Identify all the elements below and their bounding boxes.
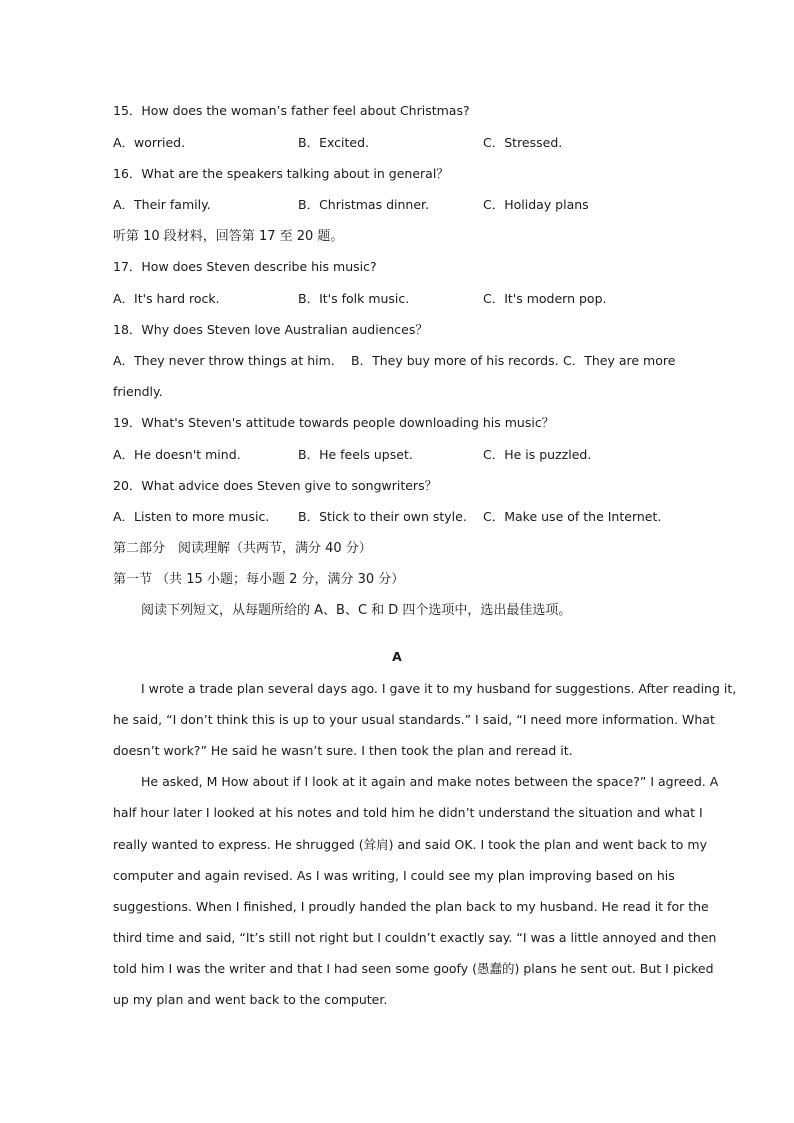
question-20-stem: 20．What advice does Steven give to songwriters？ <box>113 478 438 493</box>
option-c: C．He is puzzled. <box>483 447 592 462</box>
option-b: B．It's folk music. <box>298 291 410 306</box>
passage-line: half hour later I looked at his notes and told him he didn’t understand the situation and what I <box>113 805 703 820</box>
option-a: A．Listen to more music. <box>113 509 270 524</box>
option-c: C．Make use of the Internet. <box>483 509 662 524</box>
question-17-stem: 17．How does Steven describe his music? <box>113 259 377 274</box>
option-b: B．He feels upset. <box>298 447 413 462</box>
passage-line: told him I was the writer and that I had seen some goofy (愚蠢的) plans he sent out. But I picked <box>113 961 714 976</box>
passage-line: he said, “I don’t think this is up to your usual standards.” I said, “I need more information. What <box>113 712 715 727</box>
option-c: C．Stressed. <box>483 135 563 150</box>
passage-line: I wrote a trade plan several days ago. I gave it to my husband for suggestions. After reading it, <box>141 681 737 696</box>
passage-line: up my plan and went back to the computer. <box>113 992 388 1007</box>
option-b: B．Excited. <box>298 135 369 150</box>
section1-heading: 第一节 （共 15 小题；每小题 2 分，满分 30 分） <box>113 572 405 587</box>
option-c: C．It's modern pop. <box>483 291 607 306</box>
question-18-stem: 18．Why does Steven love Australian audiences？ <box>113 322 428 337</box>
passage-line: really wanted to express. He shrugged (耸肩) and said OK. I took the plan and went back to my <box>113 837 707 852</box>
option-a: A．He doesn't mind. <box>113 447 241 462</box>
passage-line: third time and said, “It’s still not right but I couldn’t exactly say. “I was a little annoyed and then <box>113 930 717 945</box>
question-16-stem: 16．What are the speakers talking about in general？ <box>113 166 449 181</box>
passage-line: suggestions. When I finished, I proudly handed the plan back to my husband. He read it for the <box>113 899 709 914</box>
option-c: C．Holiday plans <box>483 197 589 212</box>
passage-line: doesn’t work?” He said he wasn’t sure. I then took the plan and reread it. <box>113 743 573 758</box>
part2-heading: 第二部分 阅读理解（共两节，满分 40 分） <box>113 541 372 556</box>
passage-title: A <box>392 649 402 664</box>
question-18-continuation: friendly. <box>113 384 163 399</box>
option-b: B．They buy more of his records. <box>351 353 559 368</box>
option-c: C．They are more <box>563 353 676 368</box>
option-b: B．Stick to their own style. <box>298 509 467 524</box>
option-a: A．worried. <box>113 135 186 150</box>
option-a: A．It's hard rock. <box>113 291 220 306</box>
reading-instruction: 阅读下列短文，从每题所给的 A、B、C 和 D 四个选项中，选出最佳选项。 <box>141 603 572 618</box>
section-note: 听第 10 段材料，回答第 17 至 20 题。 <box>113 229 344 244</box>
option-a: A．Their family. <box>113 197 211 212</box>
question-19-stem: 19．What's Steven's attitude towards people downloading his music？ <box>113 415 555 430</box>
passage-line: He asked, M How about if I look at it again and make notes between the space?” I agreed. A <box>141 774 719 789</box>
passage-line: computer and again revised. As I was writing, I could see my plan improving based on his <box>113 868 675 883</box>
option-b: B．Christmas dinner. <box>298 197 429 212</box>
option-a: A．They never throw things at him. <box>113 353 335 368</box>
question-15-stem: 15．How does the woman’s father feel about Christmas? <box>113 103 470 118</box>
